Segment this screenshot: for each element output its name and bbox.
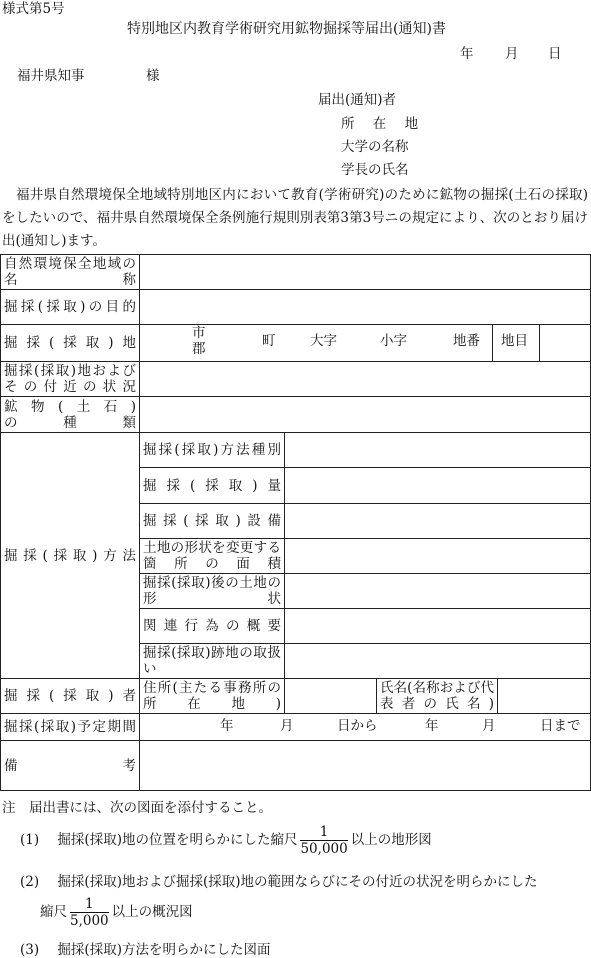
row-area-name — [1, 255, 591, 290]
field-mineral[interactable] — [140, 397, 591, 433]
label-method: 掘採(採取)方法 — [1, 433, 140, 679]
label-method-related: 関連行為の概要 — [140, 609, 285, 644]
field-operator-address[interactable] — [285, 679, 377, 714]
field-surroundings[interactable] — [140, 362, 591, 397]
field-remarks[interactable] — [140, 741, 591, 791]
field-site[interactable] — [140, 325, 591, 362]
label-method-area: 土地の形状を変更する箇所の面積 — [140, 539, 285, 574]
label-operator: 掘採(採取)者 — [1, 679, 140, 714]
field-method-equipment[interactable] — [285, 504, 591, 539]
field-purpose[interactable] — [140, 290, 591, 325]
honorific: 様 — [146, 68, 160, 84]
note-2-scale-prefix: 縮尺 — [40, 904, 67, 920]
period-month-1: 月 — [280, 718, 294, 734]
period-month-2: 月 — [482, 718, 496, 734]
date-year: 年 — [460, 46, 474, 62]
field-method-after[interactable] — [285, 574, 591, 609]
row-site — [1, 325, 591, 362]
site-gun: 郡 — [192, 341, 206, 357]
row-period — [1, 714, 591, 741]
label-site: 掘採(採取)地 — [1, 325, 140, 362]
note-item-3 — [20, 938, 270, 958]
note-1-number: (1) — [20, 832, 40, 848]
notification-form-table — [0, 254, 591, 791]
applicant-address-label: 所 在 地 — [341, 116, 426, 132]
site-machi: 町 — [262, 333, 276, 349]
field-method-site-handling[interactable] — [285, 644, 591, 679]
row-operator — [1, 679, 591, 714]
label-method-site-handling: 掘採(採取)跡地の取扱い — [140, 644, 285, 679]
label-surroundings: 掘採(採取)地およびその付近の状況 — [1, 362, 140, 397]
label-purpose: 掘採(採取)の目的 — [1, 290, 140, 325]
field-method-related[interactable] — [285, 609, 591, 644]
note-1-text: 掘採(採取)地の位置を明らかにした縮尺 — [57, 832, 298, 848]
site-chimoku: 地目 — [501, 333, 528, 349]
label-mineral: 鉱物(土石) の種類 — [1, 397, 140, 433]
note-item-2-cont — [40, 896, 193, 929]
row-method-type — [1, 433, 591, 468]
label-operator-name: 氏名(名称および代表者の氏名) — [377, 679, 498, 714]
label-area-name: 自然環境保全地域の名称 — [1, 255, 140, 290]
field-method-amount[interactable] — [285, 468, 591, 504]
note-1-suffix: 以上の地形図 — [350, 832, 432, 848]
form-number: 様式第5号 — [2, 1, 65, 17]
note-2-number: (2) — [20, 874, 40, 890]
date-month: 月 — [505, 46, 519, 62]
note-1-scale-fraction: $\frac{1}{50,000}$ — [300, 824, 348, 857]
period-to: 日まで — [540, 718, 581, 734]
period-from: 日から — [337, 718, 378, 734]
applicant-label: 届出(通知)者 — [318, 92, 397, 108]
addressee: 福井県知事 — [17, 68, 85, 84]
note-3-number: (3) — [20, 942, 40, 958]
label-method-after: 掘採(採取)後の土地の形状 — [140, 574, 285, 609]
site-divider-1 — [492, 325, 493, 361]
label-method-equipment: 掘採(採取)設備 — [140, 504, 285, 539]
note-2-suffix: 以上の概況図 — [111, 904, 193, 920]
note-3-text: 掘採(採取)方法を明らかにした図面 — [57, 942, 271, 958]
label-method-amount: 掘採(採取)量 — [140, 468, 285, 504]
date-day: 日 — [548, 46, 562, 62]
label-remarks: 備考 — [1, 741, 140, 791]
label-operator-address: 住所(主たる事務所の所在地) — [140, 679, 285, 714]
intro-paragraph: 福井県自然環境保全地域特別地区内において教育(学術研究)のために鉱物の掘採(土石の採取)をしたいので、福井県自然環境保全条例施行規則別表第3第3号ニの規定により、次のとおり届け出(通知し)ます。 — [2, 187, 588, 249]
field-method-area[interactable] — [285, 539, 591, 574]
field-area-name[interactable] — [140, 255, 591, 290]
label-method-type: 掘採(採取)方法種別 — [140, 433, 285, 468]
row-purpose — [1, 290, 591, 325]
site-shi: 市 — [192, 325, 206, 341]
notes-heading: 注 届出書には、次の図面を添付すること。 — [2, 800, 272, 816]
row-remarks — [1, 741, 591, 791]
label-period: 掘採(採取)予定期間 — [1, 714, 140, 741]
site-oaza: 大字 — [310, 333, 337, 349]
note-item-2 — [20, 870, 538, 890]
site-koaza: 小字 — [380, 333, 407, 349]
site-divider-2 — [539, 325, 540, 361]
site-chiban: 地番 — [453, 333, 480, 349]
field-period[interactable] — [140, 714, 591, 741]
note-2-scale-fraction: $\frac{1}{5,000}$ — [70, 896, 109, 929]
period-year-1: 年 — [220, 718, 234, 734]
row-mineral — [1, 397, 591, 433]
document-title: 特別地区内教育学術研究用鉱物掘採等届出(通知)書 — [127, 21, 446, 37]
applicant-president-label: 学長の氏名 — [341, 162, 409, 178]
applicant-university-label: 大学の名称 — [341, 139, 409, 155]
period-year-2: 年 — [425, 718, 439, 734]
row-surroundings — [1, 362, 591, 397]
field-operator-name[interactable] — [498, 679, 591, 714]
field-method-type[interactable] — [285, 433, 591, 468]
note-item-1 — [20, 824, 432, 857]
note-2-text: 掘採(採取)地および掘採(採取)地の範囲ならびにその付近の状況を明らかにした — [57, 874, 538, 890]
